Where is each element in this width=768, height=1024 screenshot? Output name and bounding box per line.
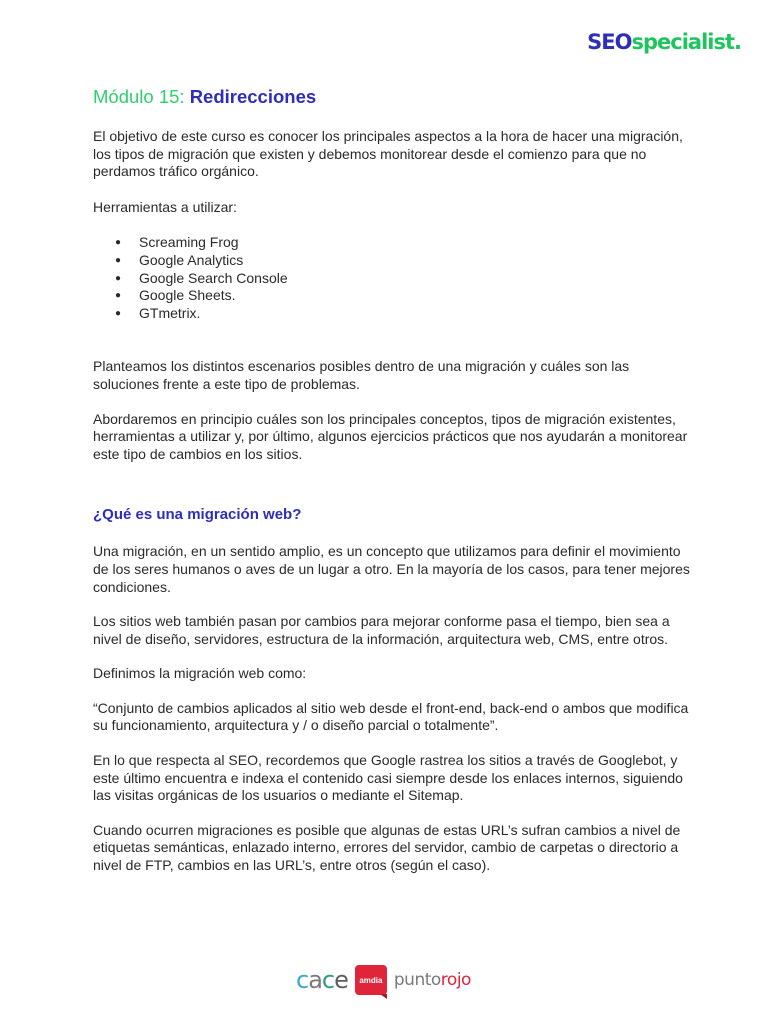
list-item: ● GTmetrix. xyxy=(93,305,693,323)
section-heading: ¿Qué es una migración web? xyxy=(93,506,302,524)
list-item: ● Google Search Console xyxy=(93,270,693,288)
amdia-logo: amdia xyxy=(355,965,387,995)
scenarios-paragraph: Planteamos los distintos escenarios posibles dentro de una migración y cuáles son las soluciones frente a este tipo de problemas. xyxy=(93,358,630,392)
seo-specialist-logo: SEOspecialist. xyxy=(587,30,741,54)
list-item: ● Google Analytics xyxy=(93,252,693,270)
paragraph-web-changes: Los sitios web también pasan por cambios para mejorar conforme pasa el tiempo, bien sea a nivel de diseño, servidores, estructura de la información, arquitectura web, CMS, entre otros. xyxy=(93,613,670,647)
list-item: ● Screaming Frog xyxy=(93,234,693,252)
list-item: ● Google Sheets. xyxy=(93,287,693,305)
intro-paragraph: El objetivo de este curso es conocer los principales aspectos a la hora de hacer una migración, los tipos de migración que existen y debemos monitorear desde el comienzo para que no perdamos tráfico orgánico. xyxy=(93,128,683,180)
paragraph-migration-definition: Una migración, en un sentido amplio, es un concepto que utilizamos para definir el movimiento de los seres humanos o aves de un lugar a otro. En la mayoría de los casos, para tener mejores condiciones. xyxy=(93,543,690,595)
paragraph-quote: “Conjunto de cambios aplicados al sitio web desde el front-end, back-end o ambos que modifica su funcionamiento, arquitectura y / o diseño parcial o totalmente”. xyxy=(93,699,689,734)
tools-label: Herramientas a utilizar: xyxy=(93,198,237,215)
puntorojo-logo: puntorojo xyxy=(393,970,471,990)
cace-logo: cace xyxy=(296,966,348,994)
module-title: Redirecciones xyxy=(189,86,317,107)
concepts-paragraph: Abordaremos en principio cuáles son los principales conceptos, tipos de migración existentes, herramientas a utilizar y, por último, algunos ejercicios prácticos que nos ayudarán a monitorear este tipo de cambios en los sitios. xyxy=(93,410,688,462)
module-number: Módulo 15: xyxy=(93,86,190,107)
document-body xyxy=(93,84,693,875)
tools-list xyxy=(93,234,693,322)
paragraph-url-changes: Cuando ocurren migraciones es posible que algunas de estas URL’s sufran cambios a nivel de etiquetas semánticas, enlazado interno, errores del servidor, cambio de carpetas o directorio a nivel de FTP, cambios en las URL’s, entre otros (según el caso). xyxy=(93,821,681,874)
paragraph-seo: En lo que respecta al SEO, recordemos que Google rastrea los sitios a través de Googlebot, y este último encuentra e indexa el contenido casi siempre desde los enlaces internos, siguiendo las visitas orgánicas de los usuarios o mediante el Sitemap. xyxy=(93,752,683,804)
paragraph-define: Definimos la migración web como: xyxy=(93,665,307,682)
footer-logos xyxy=(296,963,496,997)
page-title xyxy=(93,84,693,110)
